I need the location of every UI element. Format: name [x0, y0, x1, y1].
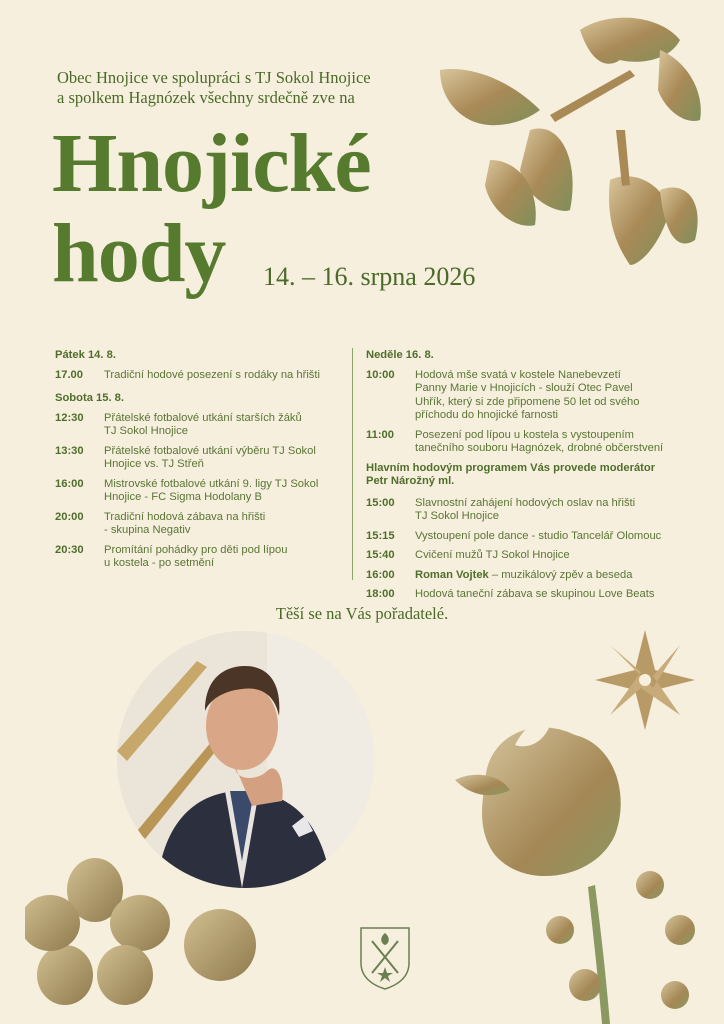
event-description: Tradiční hodové posezení s rodáky na hřišti: [104, 368, 320, 381]
performer-detail: – muzikálový zpěv a beseda: [488, 568, 633, 581]
event-description: Vystoupení pole dance - studio Tancelář Olomouc: [415, 529, 662, 542]
municipal-coat-of-arms-icon: [358, 925, 412, 991]
event-time: 15:00: [366, 496, 395, 509]
event-time: 13:30: [55, 444, 84, 457]
schedule-item: [55, 369, 340, 383]
event-time: 18:00: [366, 588, 395, 600]
intro-line-1: Obec Hnojice ve spolupráci s TJ Sokol Hnojice: [57, 68, 371, 87]
schedule-item: [55, 445, 340, 472]
event-description-line-2: - skupina Negativ: [104, 524, 191, 536]
event-description-line-1: Přátelské fotbalové utkání starších žáků: [104, 411, 302, 424]
event-description-line-2: Hnojice - FC Sigma Hodolany B: [104, 491, 262, 503]
event-time: 15:15: [366, 529, 395, 542]
event-description: [104, 412, 340, 439]
moderator-portrait-illustration: [117, 631, 374, 888]
event-description-line-2: Panny Marie v Hnojicích - slouží Otec Pavel: [415, 382, 633, 394]
event-time: 12:30: [55, 411, 84, 424]
schedule-item: [55, 511, 340, 538]
schedule-item: [366, 429, 686, 456]
floral-ornament-top-right: [430, 10, 724, 300]
day-heading-saturday: Sobota 15. 8.: [55, 392, 125, 404]
schedule-right-column: [366, 349, 686, 608]
schedule-item: [366, 497, 686, 524]
column-divider: [352, 348, 353, 580]
closing-text: Těší se na Vás pořadatelé.: [275, 604, 449, 623]
floral-ornament-bottom-right: [455, 625, 724, 1024]
event-description-line-3: Uhřík, který si zde připomene 50 let od svého: [415, 395, 640, 408]
event-description: [104, 511, 340, 538]
title-line-1: Hnojické: [52, 117, 371, 210]
event-description: [415, 569, 686, 583]
event-description: [415, 369, 686, 423]
event-description-line-1: Promítání pohádky pro děti pod lípou: [104, 543, 288, 556]
event-time: 20:00: [55, 510, 84, 523]
event-description-line-2: u kostela - po setmění: [104, 557, 215, 569]
event-description-line-1: Slavnostní zahájení hodových oslav na hřišti: [415, 496, 636, 509]
event-description: [104, 478, 340, 505]
event-time: 10:00: [366, 368, 395, 381]
schedule-item: [366, 549, 686, 563]
event-time: 17.00: [55, 368, 83, 381]
schedule-item: [55, 478, 340, 505]
event-description-line-1: Mistrovské fotbalové utkání 9. ligy TJ Sokol: [104, 477, 319, 490]
event-description-line-1: Posezení pod lípou u kostela s vystoupením: [415, 428, 634, 441]
event-description-line-4: příchodu do hnojické farnosti: [415, 409, 559, 421]
event-time: 15:40: [366, 549, 395, 561]
event-description: Cvičení mužů TJ Sokol Hnojice: [415, 549, 570, 561]
event-description-line-1: Přátelské fotbalové utkání výběru TJ Sokol: [104, 444, 316, 457]
schedule-item: [366, 369, 686, 423]
title-line-2: hody: [52, 207, 226, 300]
event-time: 16:00: [366, 568, 395, 581]
event-description-line-1: Tradiční hodová zábava na hřišti: [104, 510, 266, 523]
moderator-photo: [117, 631, 374, 888]
schedule-item: [366, 530, 686, 544]
event-time: 11:00: [366, 428, 394, 441]
event-description-line-2: tanečního souboru Hagnózek, drobné občerstvení: [415, 442, 664, 454]
event-time: 16:00: [55, 477, 84, 490]
schedule-item: [55, 544, 340, 571]
performer-name: Roman Vojtek: [415, 568, 489, 581]
event-description: [415, 497, 686, 524]
event-description-line-1: Hodová mše svatá v kostele Nanebevzetí: [415, 368, 621, 381]
event-description-line-2: TJ Sokol Hnojice: [104, 425, 188, 437]
day-heading-friday: Pátek 14. 8.: [55, 349, 116, 361]
schedule-item: [55, 412, 340, 439]
event-description-line-2: TJ Sokol Hnojice: [415, 510, 499, 522]
moderator-line-1: Hlavním hodovým programem Vás provede moderátor: [366, 461, 656, 474]
event-time: 20:30: [55, 543, 84, 556]
intro-text: [57, 68, 447, 108]
intro-line-2: a spolkem Hagnózek všechny srdečně zve na: [57, 88, 355, 107]
schedule-left-column: [55, 349, 340, 577]
schedule-item: [366, 588, 686, 602]
moderator-line-2: Petr Nárožný ml.: [366, 475, 455, 487]
event-description-line-2: Hnojice vs. TJ Střeň: [104, 458, 204, 470]
schedule-item: [366, 569, 686, 583]
moderator-note: [366, 462, 686, 489]
event-description: [104, 445, 340, 472]
event-description: [415, 429, 686, 456]
day-heading-sunday: Neděle 16. 8.: [366, 349, 434, 361]
event-description: [104, 544, 340, 571]
event-description: Hodová taneční zábava se skupinou Love Beats: [415, 588, 655, 600]
event-dates: 14. – 16. srpna 2026: [263, 262, 476, 291]
